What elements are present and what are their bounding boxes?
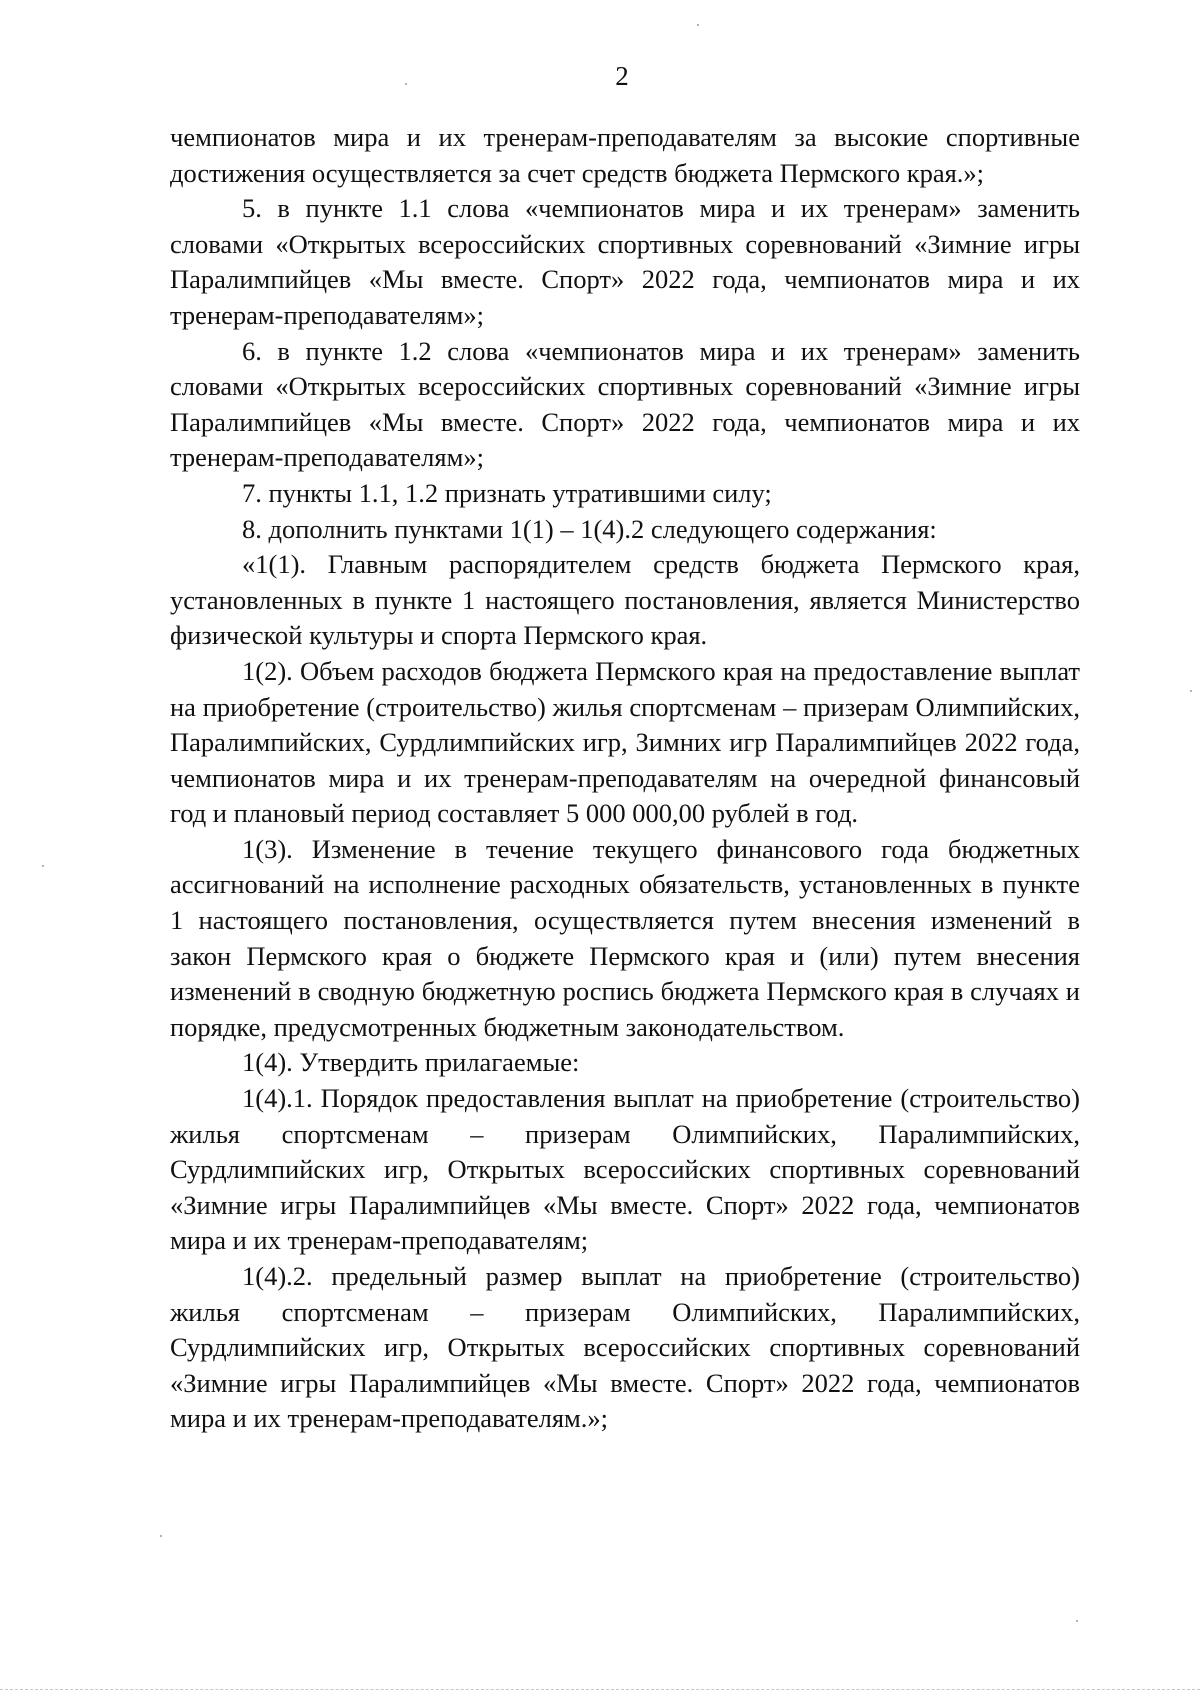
paragraph-1-2: 1(2). Объем расходов бюджета Пермского края на предоставление выплат на приобретение (строительство) жилья спортсменам – призерам Олимпийских, Паралимпийских, Сурдлимпийских игр, Зимних игр Паралимпийцев 2022 года, чемпионатов мира и их тренерам-преподавателям на очередной финансовый год и плановый период составляет 5 000 000,00 рублей в год. [170, 655, 1080, 829]
paragraph-1-4-2: 1(4).2. предельный размер выплат на приобретение (строительство) жилья спортсменам – призерам Олимпийских, Паралимпийских, Сурдлимпийских игр, Открытых всероссийских спортивных соревнований «Зимние игры Паралимпийцев «Мы вместе. Спорт» 2022 года, чемпионатов мира и их тренерам-преподавателям.»; [170, 1261, 1080, 1434]
paragraph-1-4-1: 1(4).1. Порядок предоставления выплат на приобретение (строительство) жилья спортсменам – призерам Олимпийских, Паралимпийских, Сурдлимпийских игр, Открытых всероссийских спортивных соревнований «Зимние игры Паралимпийцев «Мы вместе. Спорт» 2022 года, чемпионатов мира и их тренерам-преподавателям; [170, 1083, 1080, 1256]
paragraph-item-8: 8. дополнить пунктами 1(1) – 1(4).2 следующего содержания: [242, 513, 937, 544]
paragraph-1-4: 1(4). Утвердить прилагаемые: [242, 1047, 580, 1078]
scan-edge-line [0, 1689, 1200, 1690]
paragraph-continuation: чемпионатов мира и их тренерам-преподавателям за высокие спортивные достижения осуществляется за счет средств бюджета Пермского края.»; [170, 122, 1080, 188]
paragraph-item-5: 5. в пункте 1.1 слова «чемпионатов мира и их тренерам» заменить словами «Открытых всероссийских спортивных соревнований «Зимние игры Паралимпийцев «Мы вместе. Спорт» 2022 года, чемпионатов мира и их тренерам-преподавателям»; [170, 193, 1080, 330]
page-number: 2 [615, 61, 629, 91]
paragraph-1-1: «1(1). Главным распорядителем средств бюджета Пермского края, установленных в пункте 1 настоящего постановления, является Министерство физической культуры и спорта Пермского края. [170, 549, 1080, 651]
document-body [170, 120, 1080, 1437]
paragraph-1-3: 1(3). Изменение в течение текущего финансового года бюджетных ассигнований на исполнение расходных обязательств, установленных в пункте 1 настоящего постановления, осуществляется путем внесения изменений в закон Пермского края о бюджете Пермского края и (или) путем внесения изменений в сводную бюджетную роспись бюджета Пермского края в случаях и порядке, предусмотренных бюджетным законодательством. [170, 833, 1080, 1042]
paragraph-item-6: 6. в пункте 1.2 слова «чемпионатов мира и их тренерам» заменить словами «Открытых всероссийских спортивных соревнований «Зимние игры Паралимпийцев «Мы вместе. Спорт» 2022 года, чемпионатов мира и их тренерам-преподавателям»; [170, 335, 1080, 473]
paragraph-item-7: 7. пункты 1.1, 1.2 признать утратившими силу; [242, 477, 772, 508]
